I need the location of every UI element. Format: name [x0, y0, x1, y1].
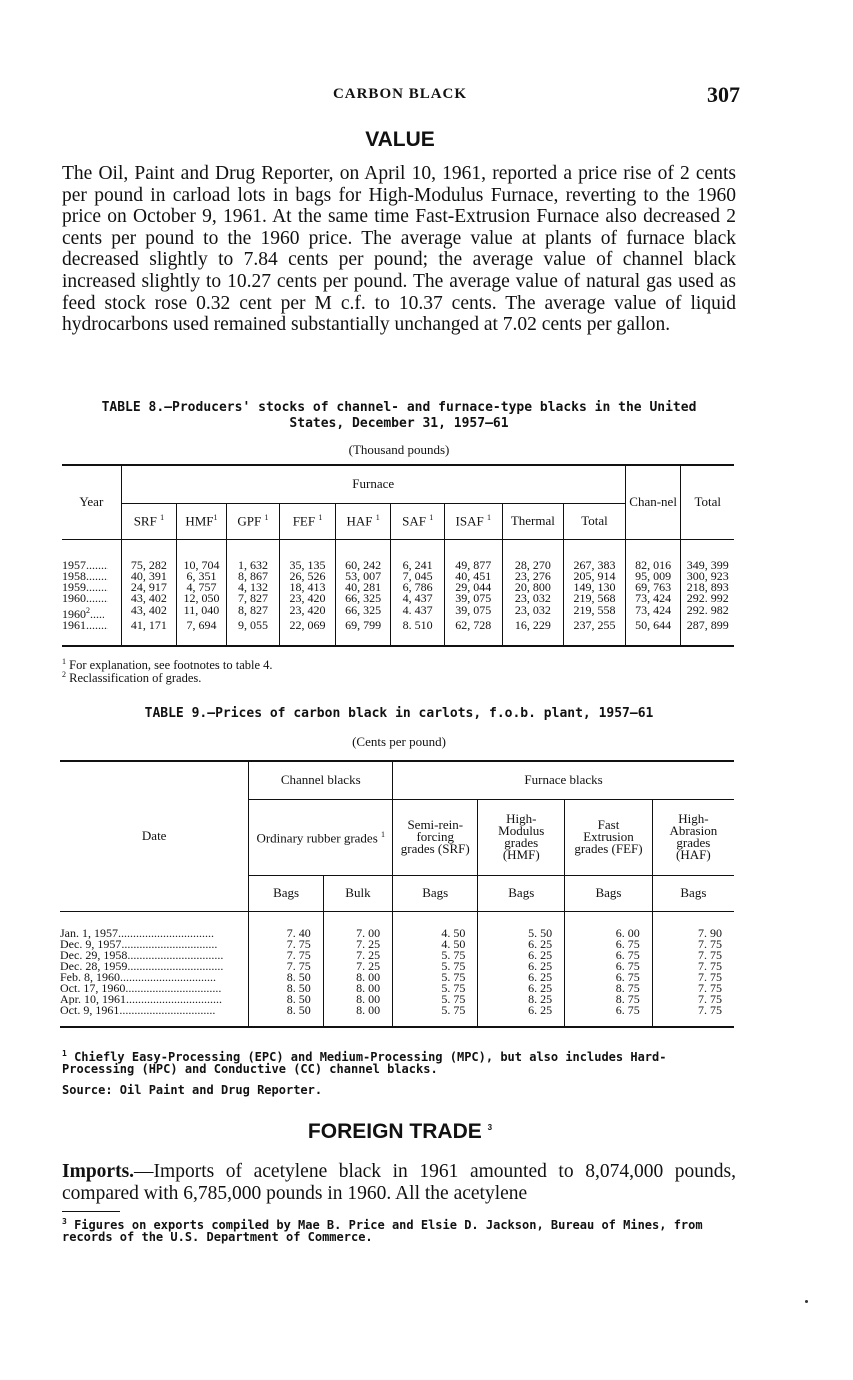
table8-cell: 4. 437: [391, 605, 445, 620]
table9-date-cell: Oct. 9, 1961 .....: [60, 1005, 249, 1027]
table9-cell: 6. 25: [478, 961, 565, 972]
table8-cell: 4, 757: [177, 582, 227, 593]
table8-cell: 69, 763: [625, 582, 681, 593]
table8-cell: 66, 325: [335, 605, 391, 620]
table9-cell: 7. 25: [323, 961, 392, 972]
table9-cell: 7. 75: [249, 950, 323, 961]
header-fef-bags: Bags: [565, 875, 653, 911]
imports-paragraph: Imports.—Imports of acetylene black in 1961 amounted to 8,074,000 pounds, compared with 6,785,000 pounds in 1960. All the acetylene: [62, 1161, 736, 1204]
table8-cell: 292. 982: [681, 605, 734, 620]
header-channel-bulk: Bulk: [323, 875, 392, 911]
table8-cell: 23, 276: [502, 571, 564, 582]
table8-cell: 149, 130: [564, 582, 626, 593]
header-srf-grades: Semi-rein-forcing grades (SRF): [393, 799, 478, 875]
table9-cell: 5. 75: [393, 961, 478, 972]
table9-cell: 5. 75: [393, 1005, 478, 1027]
table9-cell: 7. 75: [652, 961, 734, 972]
foreign-trade-heading: FOREIGN TRADE $^3$: [307, 1120, 493, 1143]
table9-cell: 8. 00: [323, 1005, 392, 1027]
table8-cell: 7, 694: [177, 620, 227, 646]
table8-cell: 8, 867: [226, 571, 280, 582]
header-haf-grades: High-Abrasion grades (HAF): [652, 799, 734, 875]
page-speck: [805, 1300, 808, 1303]
table9-body: [60, 911, 734, 1027]
table8-cell: 12, 050: [177, 593, 227, 604]
table8-cell: 23, 420: [280, 605, 336, 620]
table9-date-cell: Dec. 9, 1957 .....: [60, 939, 249, 950]
table8-cell: 66, 325: [335, 593, 391, 604]
table8-cell: 267, 383: [564, 539, 626, 571]
table9-cell: 6. 25: [478, 1005, 565, 1027]
table8-cell: 10, 704: [177, 539, 227, 571]
table9-cell: 8. 50: [249, 1005, 323, 1027]
table8-cell: 205, 914: [564, 571, 626, 582]
table8-cell: 29, 044: [444, 582, 502, 593]
table9-cell: 4. 50: [393, 939, 478, 950]
table8-caption-line1: TABLE 8.—Producers' stocks of channel- and furnace-type blacks in the United: [101, 400, 697, 415]
page-number: 307: [707, 82, 740, 107]
table8: [62, 464, 734, 647]
table9-cell: 7. 75: [652, 1005, 734, 1027]
header-total: Total: [681, 465, 734, 539]
table9-date-cell: Dec. 29, 1958 .....: [60, 950, 249, 961]
header-haf-bags: Bags: [652, 875, 734, 911]
table9-cell: 6. 75: [565, 961, 653, 972]
header-furnace-total: Total: [564, 503, 626, 539]
header-ordinary-rubber: Ordinary rubber grades $^1$: [249, 799, 393, 875]
header-channel: Chan-nel: [625, 465, 681, 539]
table9-cell: 7. 75: [249, 961, 323, 972]
header-srf: SRF $^1$: [121, 503, 177, 539]
table8-caption: [62, 400, 736, 432]
table9-cell: 7. 40: [249, 911, 323, 939]
table9-cell: 6. 75: [565, 939, 653, 950]
table8-cell: 8. 510: [391, 620, 445, 646]
table8-cell: 20, 800: [502, 582, 564, 593]
table9-cell: 7. 75: [249, 939, 323, 950]
header-haf: HAF $^1$: [335, 503, 391, 539]
table8-cell: 23, 032: [502, 605, 564, 620]
table8-footnote-1: $^1$ For explanation, see footnotes to table 4.: [62, 657, 273, 673]
table8-year-cell: 1960$^2$.....: [62, 605, 121, 620]
table8-cell: 218, 893: [681, 582, 734, 593]
table8-cell: 6, 351: [177, 571, 227, 582]
running-head: [60, 84, 740, 110]
table9-cell: 6. 75: [565, 950, 653, 961]
table8-cell: 6, 241: [391, 539, 445, 571]
table9-cell: 8. 00: [323, 972, 392, 983]
table8-cell: 50, 644: [625, 620, 681, 646]
table9: [60, 760, 734, 1028]
table9-cell: 6. 25: [478, 939, 565, 950]
table8-cell: 8, 827: [226, 605, 280, 620]
table9-cell: 5. 50: [478, 911, 565, 939]
table8-cell: 43, 402: [121, 593, 177, 604]
header-fef-grades: Fast Extrusion grades (FEF): [565, 799, 653, 875]
header-fef: FEF $^1$: [280, 503, 336, 539]
running-title: CARBON BLACK: [332, 86, 468, 102]
table8-caption-line2: States, December 31, 1957–61: [289, 416, 509, 431]
header-date: Date: [60, 761, 249, 911]
table9-cell: 5. 75: [393, 983, 478, 994]
table9-cell: 8. 50: [249, 994, 323, 1005]
table8-cell: 75, 282: [121, 539, 177, 571]
header-isaf: ISAF $^1$: [444, 503, 502, 539]
table9-cell: 4. 50: [393, 911, 478, 939]
imports-lead: Imports.: [62, 1161, 135, 1182]
table8-cell: 219, 568: [564, 593, 626, 604]
table9-caption: TABLE 9.—Prices of carbon black in carlots, f.o.b. plant, 1957–61: [144, 706, 654, 721]
table8-cell: 69, 799: [335, 620, 391, 646]
table8-cell: 18, 413: [280, 582, 336, 593]
table9-date-cell: Apr. 10, 1961 .....: [60, 994, 249, 1005]
table9-date-cell: Jan. 1, 1957 .....: [60, 911, 249, 939]
table9-cell: 6. 25: [478, 972, 565, 983]
table9-cell: 7. 90: [652, 911, 734, 939]
table8-cell: 349, 399: [681, 539, 734, 571]
table8-cell: 40, 451: [444, 571, 502, 582]
table8-year-cell: 1960.....: [62, 593, 121, 604]
table8-cell: 43, 402: [121, 605, 177, 620]
table9-source: Source: Oil Paint and Drug Reporter.: [62, 1083, 323, 1097]
header-year: Year: [62, 465, 121, 539]
table8-footnote-2: $^2$ Reclassification of grades.: [62, 670, 202, 686]
table9-cell: 5. 75: [393, 950, 478, 961]
table9-date-cell: Feb. 8, 1960 .....: [60, 972, 249, 983]
table9-cell: 7. 75: [652, 939, 734, 950]
table8-unit: (Thousand pounds): [348, 442, 450, 457]
table9-cell: 7. 75: [652, 950, 734, 961]
table9-cell: 7. 75: [652, 983, 734, 994]
table8-cell: 23, 420: [280, 593, 336, 604]
table9-cell: 8. 50: [249, 983, 323, 994]
header-thermal: Thermal: [502, 503, 564, 539]
table9-cell: 6. 75: [565, 972, 653, 983]
header-furnace-blacks: Furnace blacks: [393, 761, 734, 799]
table9-cell: 7. 25: [323, 950, 392, 961]
table8-cell: 22, 069: [280, 620, 336, 646]
footnote-rule: [62, 1211, 120, 1212]
table8-cell: 35, 135: [280, 539, 336, 571]
table8-cell: 28, 270: [502, 539, 564, 571]
table9-cell: 8. 75: [565, 994, 653, 1005]
table9-cell: 6. 25: [478, 983, 565, 994]
header-channel-blacks: Channel blacks: [249, 761, 393, 799]
table9-cell: 5. 75: [393, 994, 478, 1005]
table9-cell: 8. 50: [249, 972, 323, 983]
table8-year-cell: 1959.....: [62, 582, 121, 593]
table8-cell: 40, 281: [335, 582, 391, 593]
table9-cell: 7. 75: [652, 972, 734, 983]
table8-cell: 73, 424: [625, 593, 681, 604]
table8-cell: 39, 075: [444, 605, 502, 620]
table8-cell: 73, 424: [625, 605, 681, 620]
table8-cell: 24, 917: [121, 582, 177, 593]
table8-cell: 26, 526: [280, 571, 336, 582]
table8-cell: 7, 045: [391, 571, 445, 582]
table9-cell: 8. 25: [478, 994, 565, 1005]
header-saf: SAF $^1$: [391, 503, 445, 539]
header-hmf-bags: Bags: [478, 875, 565, 911]
table9-date-cell: Oct. 17, 1960 .....: [60, 983, 249, 994]
value-heading: VALUE: [365, 128, 435, 151]
table9-cell: 8. 00: [323, 983, 392, 994]
table8-body: [62, 539, 734, 646]
table9-cell: 7. 75: [652, 994, 734, 1005]
table8-cell: 11, 040: [177, 605, 227, 620]
table8-cell: 237, 255: [564, 620, 626, 646]
table8-cell: 292. 992: [681, 593, 734, 604]
table8-cell: 62, 728: [444, 620, 502, 646]
table8-cell: 219, 558: [564, 605, 626, 620]
table8-cell: 60, 242: [335, 539, 391, 571]
table8-row: [62, 539, 734, 571]
value-paragraph: The Oil, Paint and Drug Reporter, on April 10, 1961, reported a price rise of 2 cents per pound in carload lots in bags for High-Modulus Furnace, reverting to the 1960 price on October 9, 1961. At the same time Fast-Extrusion Furnace also decreased 2 cents per pound to the 1960 price. The average value at plants of furnace black decreased slightly to 7.84 cents per pound; the average value of channel black increased slightly to 10.27 cents per pound. The average value of natural gas used as feed stock rose 0.32 cent per M c.f. to 10.37 cents. The average value of liquid hydrocarbons used remained substantially unchanged at 7.02 cents per gallon.: [62, 163, 736, 336]
table8-cell: 9, 055: [226, 620, 280, 646]
table9-unit: (Cents per pound): [352, 734, 446, 749]
table8-cell: 39, 075: [444, 593, 502, 604]
header-hmf-grades: High-Modulus grades (HMF): [478, 799, 565, 875]
foreign-trade-footnote: $^3$ Figures on exports compiled by Mae B. Price and Elsie D. Jackson, Bureau of Mines, from records of the U.S. Department of Commerce.: [62, 1217, 703, 1244]
table9-cell: 8. 75: [565, 983, 653, 994]
table9-cell: 7. 25: [323, 939, 392, 950]
table8-cell: 49, 877: [444, 539, 502, 571]
table9-cell: 5. 75: [393, 972, 478, 983]
table8-cell: 287, 899: [681, 620, 734, 646]
table9-cell: 6. 75: [565, 1005, 653, 1027]
table9-cell: 6. 00: [565, 911, 653, 939]
table9-cell: 7. 00: [323, 911, 392, 939]
table8-cell: 41, 171: [121, 620, 177, 646]
header-hmf: HMF$^1$: [177, 503, 227, 539]
table8-cell: 95, 009: [625, 571, 681, 582]
header-channel-bags: Bags: [249, 875, 323, 911]
header-srf-bags: Bags: [393, 875, 478, 911]
header-furnace: Furnace: [121, 465, 625, 503]
table9-row: [60, 911, 734, 939]
table8-cell: 40, 391: [121, 571, 177, 582]
table8-cell: 1, 632: [226, 539, 280, 571]
table9-cell: 6. 25: [478, 950, 565, 961]
header-gpf: GPF $^1$: [226, 503, 280, 539]
table8-cell: 6, 786: [391, 582, 445, 593]
table8-cell: 16, 229: [502, 620, 564, 646]
table9-row: [60, 1005, 734, 1027]
table8-cell: 23, 032: [502, 593, 564, 604]
table8-cell: 4, 132: [226, 582, 280, 593]
table8-row: [62, 620, 734, 646]
table8-year-cell: 1957.....: [62, 539, 121, 571]
table8-year-cell: 1958.....: [62, 571, 121, 582]
table9-cell: 8. 00: [323, 994, 392, 1005]
table8-cell: 4, 437: [391, 593, 445, 604]
table8-cell: 300, 923: [681, 571, 734, 582]
table9-footnote: $^1$ Chiefly Easy-Processing (EPC) and Medium-Processing (MPC), but also includes Hard-Processing (HPC) and Conductive (CC) channel blacks.: [62, 1049, 667, 1076]
table8-cell: 82, 016: [625, 539, 681, 571]
table8-cell: 7, 827: [226, 593, 280, 604]
table8-year-cell: 1961.....: [62, 620, 121, 646]
table9-date-cell: Dec. 28, 1959 .....: [60, 961, 249, 972]
table8-cell: 53, 007: [335, 571, 391, 582]
